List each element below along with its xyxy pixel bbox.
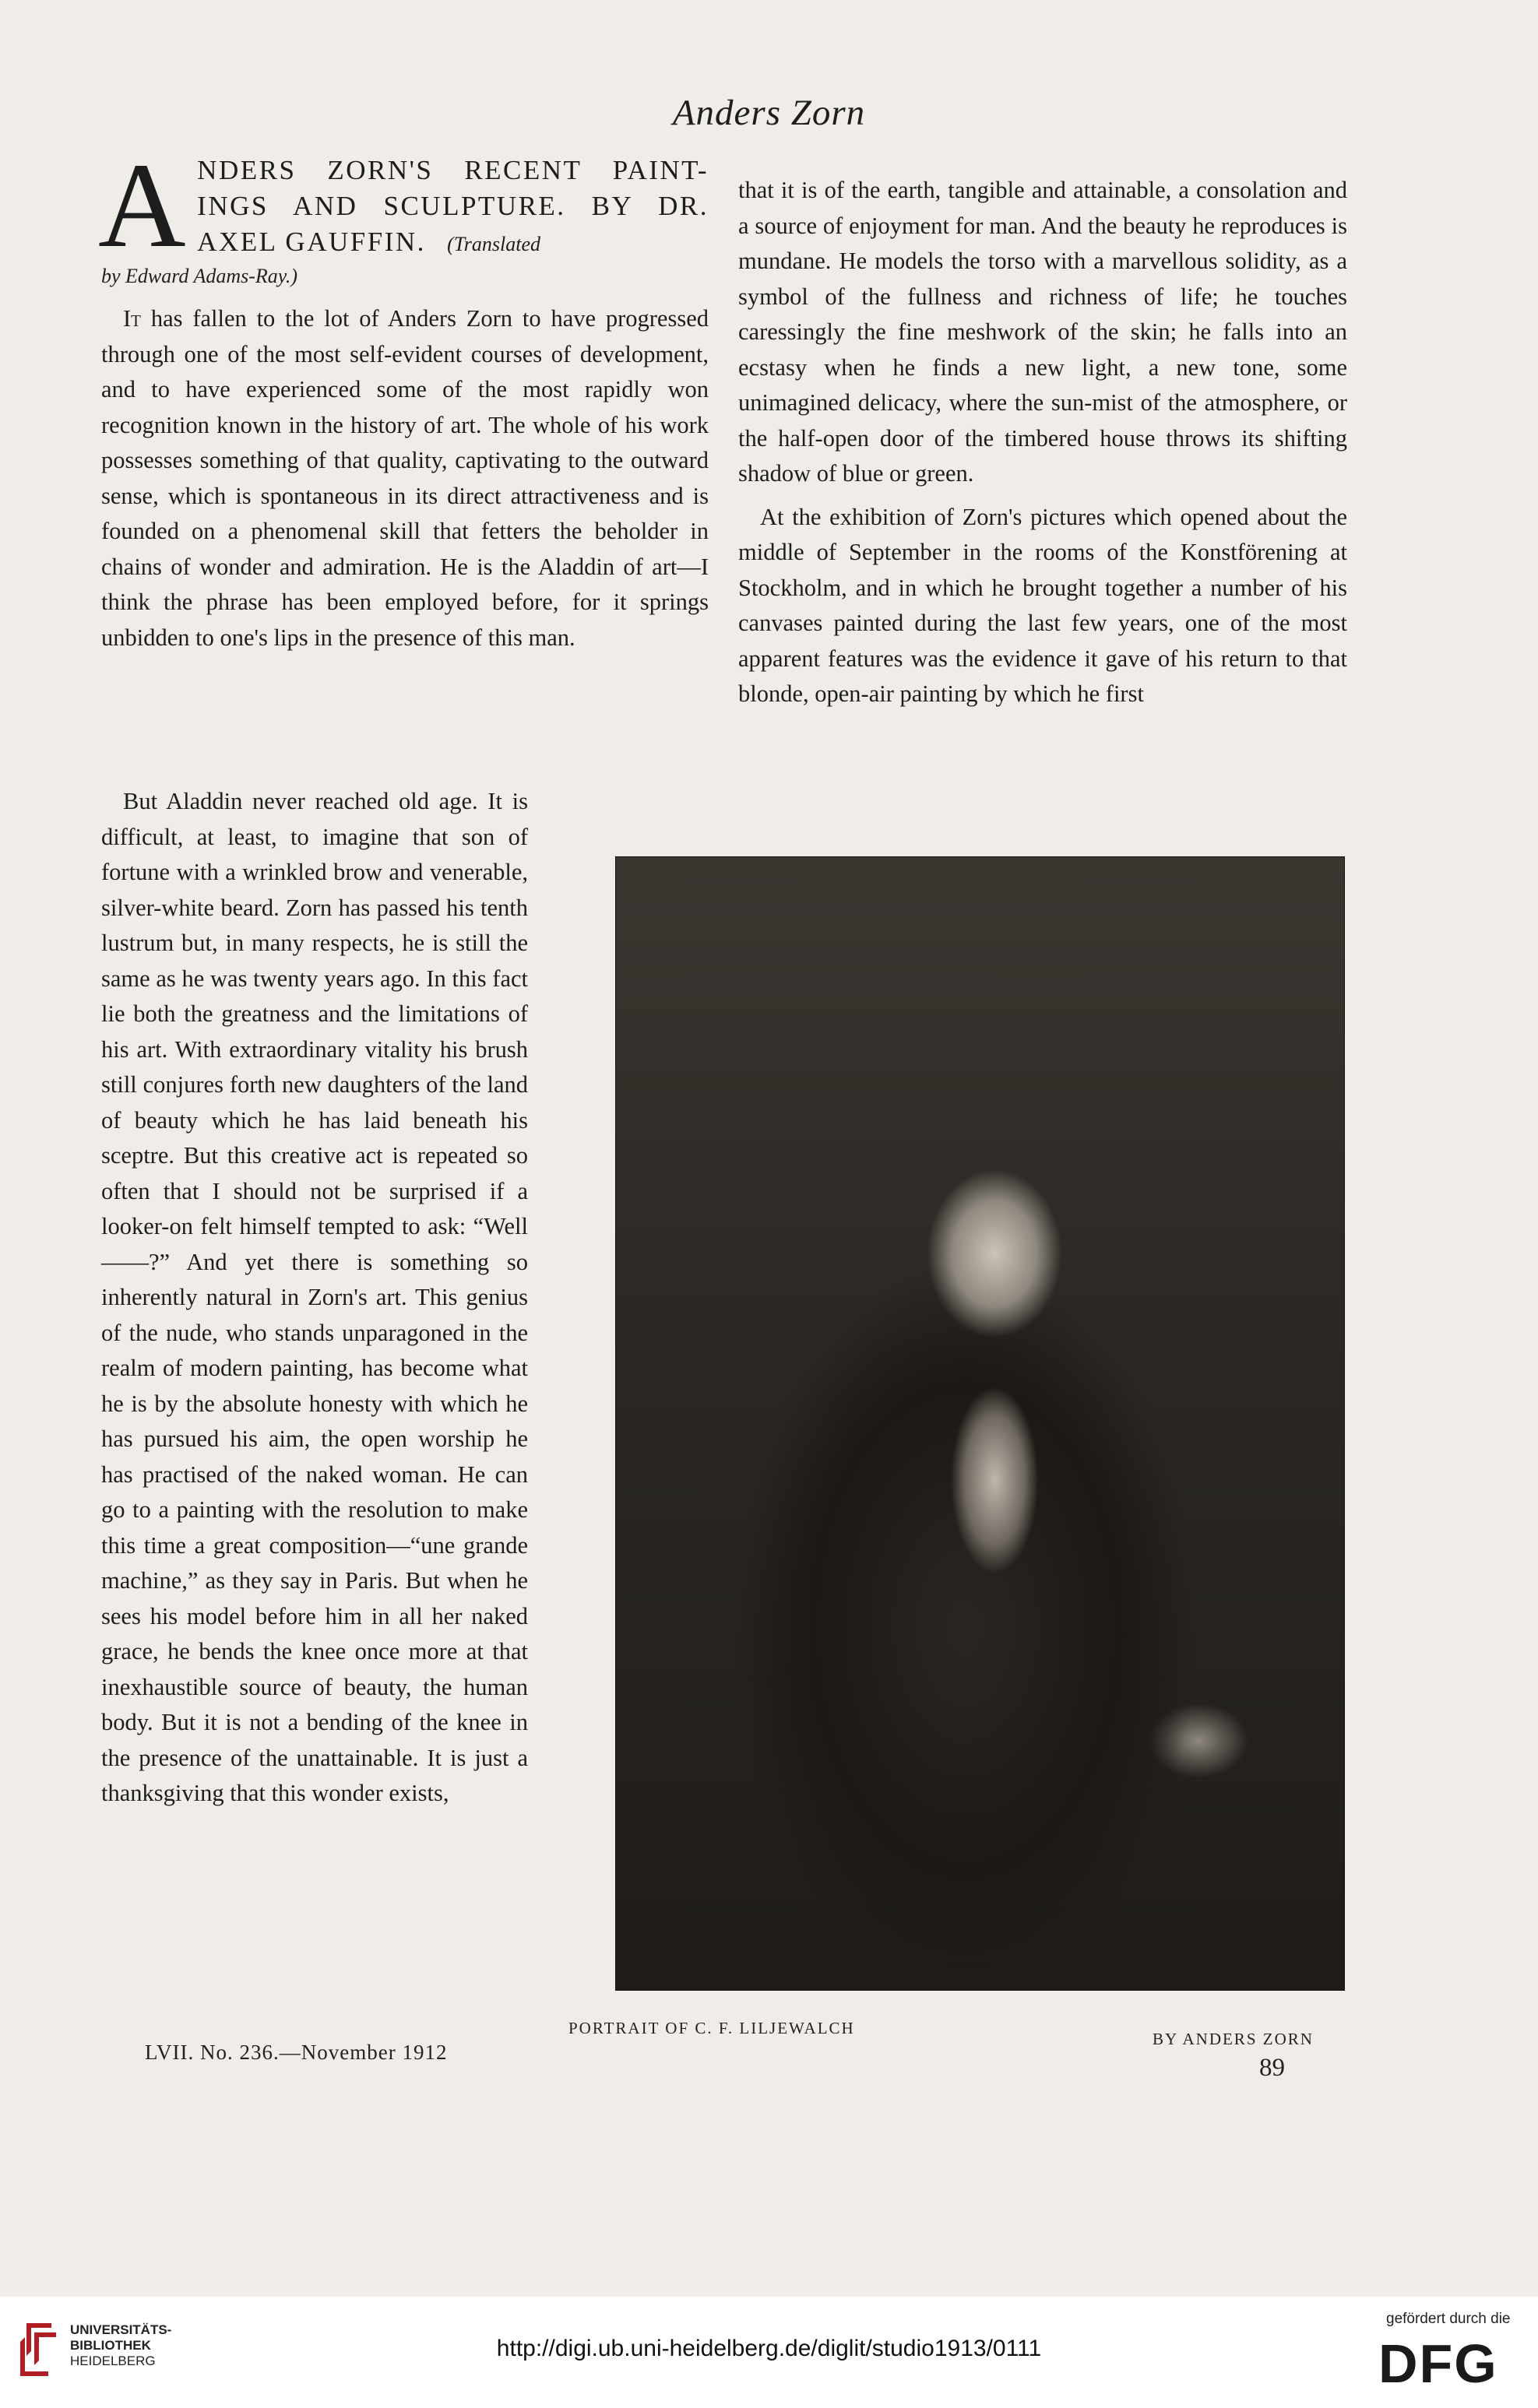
page-number: 89 — [1259, 2054, 1285, 2082]
library-name-line-2: BIBLIOTHEK — [70, 2338, 151, 2353]
article-right-column — [738, 173, 1347, 712]
figure-caption-credit: BY ANDERS ZORN — [1153, 2030, 1314, 2048]
headline-text: NDERS ZORN'S RECENT PAINT- INGS AND SCULPTURE. BY DR. AXEL GAUFFIN. — [197, 155, 709, 257]
article-headline — [98, 138, 709, 272]
paragraph-1-lead: It — [123, 305, 141, 332]
library-name-line-1: UNIVERSITÄTS- — [70, 2322, 172, 2337]
dfg-logo: DFG — [1378, 2333, 1498, 2394]
paragraph-1 — [101, 301, 709, 656]
article-left-column — [98, 138, 709, 656]
paragraph-4: At the exhibition of Zorn's pictures which opened about the middle of September in the rooms of the Konstförening at Stockholm, and in which he brought together a number of his canvases painted during the last few years, one of the most apparent features was the evidence it gave of his return to that blonde, open-air painting by which he first — [738, 503, 1347, 707]
library-name-line-3: HEIDELBERG — [70, 2354, 156, 2368]
paragraph-3: that it is of the earth, tangible and attainable, a consolation and a source of enjoyment for man. And the beauty he reproduces is mundane. He models the torso with a marvellous solidity, as a symbol of the fullness and richness of life; he touches caressingly the fine meshwork of the skin; he falls into an ecstasy when he finds a new light, a new tone, some unimagined delicacy, where the sun-mist of the atmosphere, or the half-open door of the timbered house throws its shifting shadow of blue or green. — [738, 177, 1347, 487]
issue-line: LVII. No. 236.—November 1912 — [145, 2041, 448, 2064]
running-title: Anders Zorn — [672, 93, 866, 133]
article-left-narrow-column — [101, 784, 528, 1812]
drop-cap: A — [98, 138, 188, 272]
translator-line: by Edward Adams-Ray.) — [101, 265, 298, 287]
paragraph-2: But Aladdin never reached old age. It is difficult, at least, to imagine that son of fortune with a wrinkled brow and venerable, silver-white beard. Zorn has passed his tenth lustrum but, in many respects, he is still the same as he was twenty years ago. In this fact lie both the greatness and the limitations of his art. With extraordinary vitality his brush still conjures forth new daughters of the land of beauty which he has laid beneath his sceptre. But this creative act is repeated so often that I should not be surprised if a looker-on felt himself tempted to ask: “Well——?” And yet there is something so inherently natural in Zorn's art. This genius of the nude, who stands unparagoned in the realm of modern painting, has become what he is by the absolute honesty with which he has pursued his aim, the open worship he has practised of the naked woman. He can go to a painting with the resolution to make this time a great composition—“une grande machine,” as they say in Paris. But when he sees his model before him in all her naked grace, he bends the knee once more at that inexhaustible source of beauty, the human body. But it is not a bending of the knee in the presence of the unattainable. It is just a thanksgiving that this wonder exists, — [101, 788, 528, 1806]
permalink-url[interactable]: http://digi.ub.uni-heidelberg.de/diglit/studio1913/0111 — [496, 2336, 1042, 2361]
paragraph-1-text: has fallen to the lot of Anders Zorn to have progressed through one of the most self-evident courses of development, and to have experienced some of the most rapidly won recognition known in the history of art. The whole of his work possesses something of that quality, captivating to the outward sense, which is spontaneous in its direct attractiveness and is founded on a phenomenal skill that fetters the beholder in chains of wonder and admiration. He is the Aladdin of art—I think the phrase has been employed before, for it springs unbidden to one's lips in the presence of this man. — [101, 305, 709, 651]
portrait-photograph — [615, 856, 1345, 1991]
figure-caption-title: PORTRAIT OF C. F. LILJEWALCH — [568, 2019, 855, 2037]
translated-label: (Translated — [447, 233, 541, 255]
funded-by-label: gefördert durch die — [1386, 2311, 1511, 2327]
